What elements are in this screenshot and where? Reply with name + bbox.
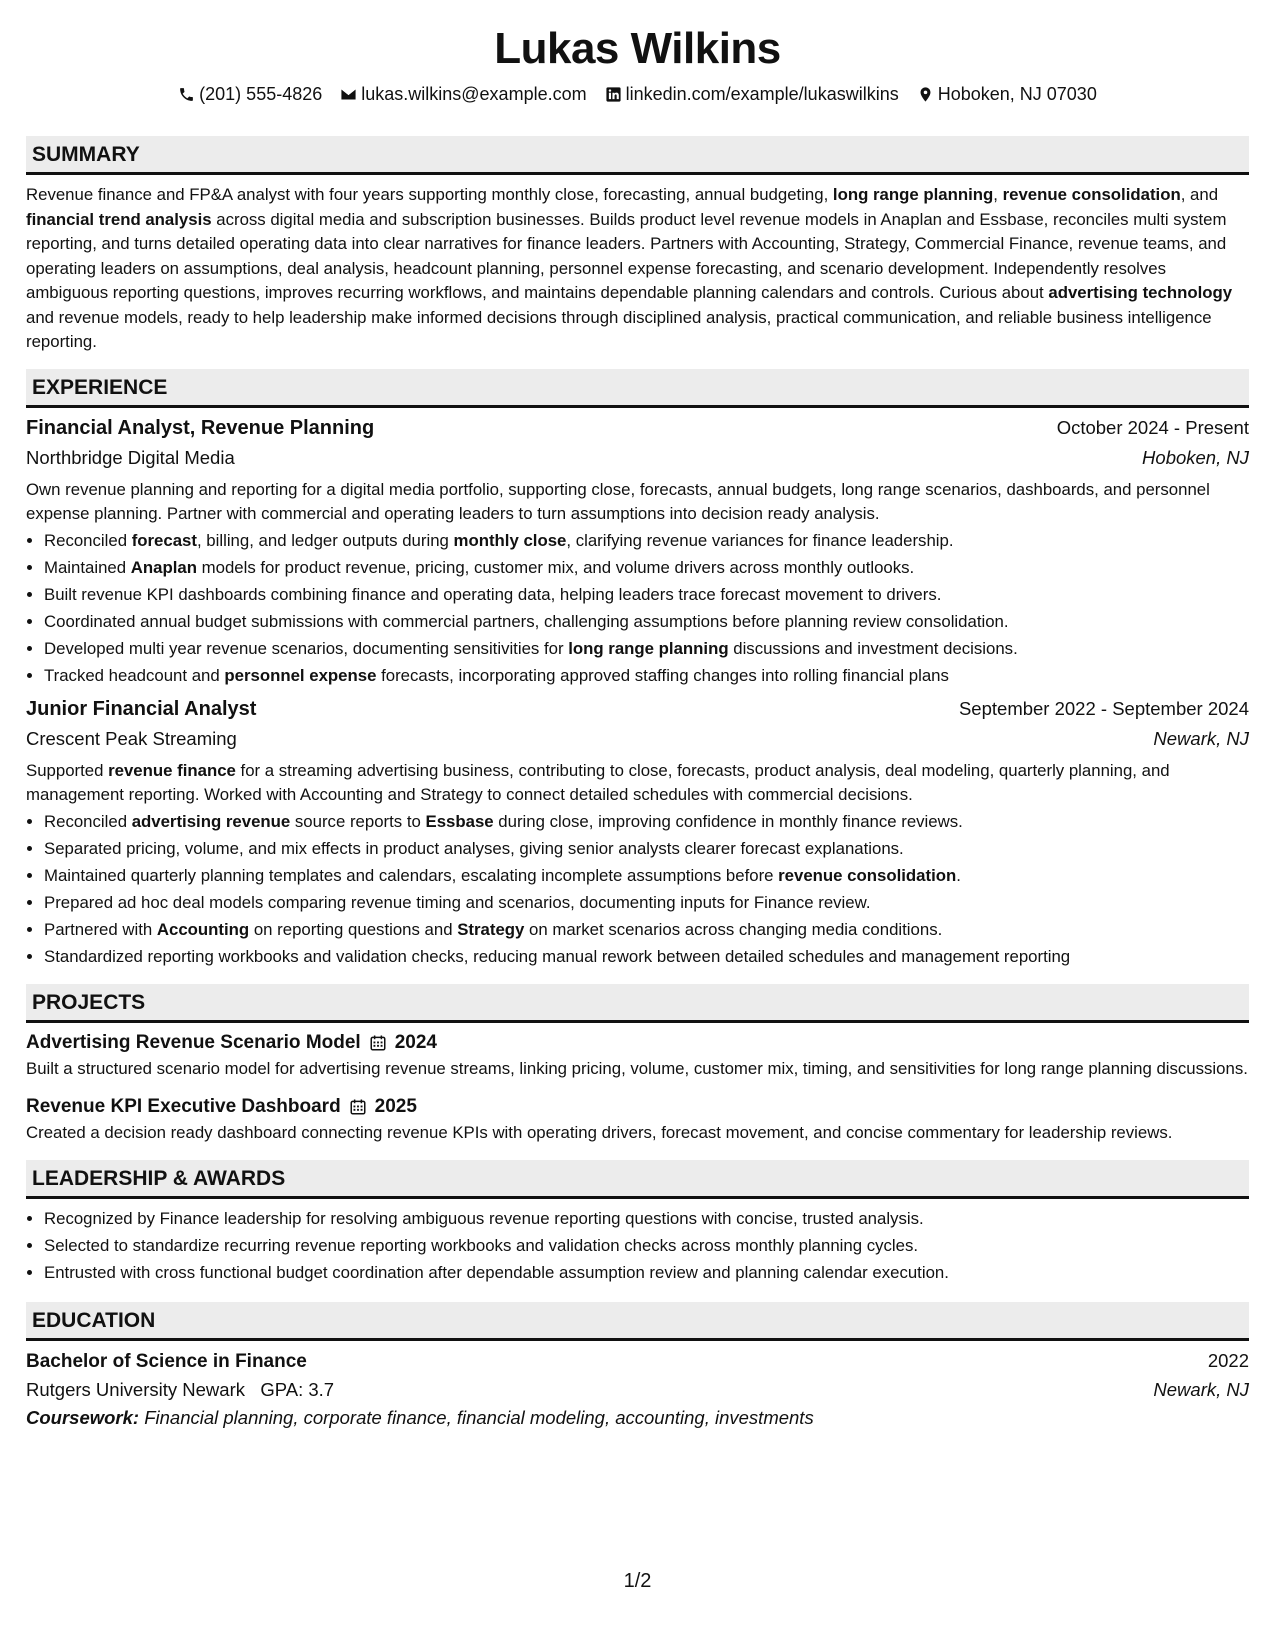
leadership-list xyxy=(26,1205,1249,1286)
bold-keyword: advertising revenue xyxy=(131,811,291,831)
bold-keyword: Essbase xyxy=(425,811,494,831)
text-run: models for product revenue, pricing, customer mix, and volume drivers across monthly outlooks. xyxy=(196,557,915,577)
bold-keyword: revenue consolidation xyxy=(778,865,957,885)
section-heading-experience: EXPERIENCE xyxy=(26,369,1249,408)
bullet-item xyxy=(44,581,1249,608)
gpa: GPA: 3.7 xyxy=(260,1378,335,1400)
text-run: , clarifying revenue variances for finance leadership. xyxy=(566,530,954,550)
text-run: Maintained quarterly planning templates and calendars, escalating incomplete assumptions before xyxy=(44,865,779,885)
text-run: , and xyxy=(1180,185,1219,204)
candidate-name: Lukas Wilkins xyxy=(494,24,781,73)
job-bullets xyxy=(26,527,1249,689)
text-run: Reconciled xyxy=(44,811,132,831)
text-run: during close, improving confidence in monthly finance reviews. xyxy=(493,811,963,831)
text-run: Revenue finance and FP&A analyst with four years supporting monthly close, forecasting, annual budgeting, xyxy=(26,185,833,204)
bullet-item xyxy=(44,808,1249,835)
calendar-icon xyxy=(349,1098,367,1116)
project-title: Revenue KPI Executive Dashboard xyxy=(26,1096,341,1117)
contact-email[interactable] xyxy=(340,82,586,106)
text-run: Reconciled xyxy=(44,530,132,550)
bold-keyword: monthly close xyxy=(453,530,567,550)
project-year: 2025 xyxy=(374,1096,417,1117)
school-name: Rutgers University Newark xyxy=(26,1378,245,1400)
job-entry xyxy=(26,695,1249,970)
text-run: Supported xyxy=(26,760,109,780)
text-run: Own revenue planning and reporting for a digital media portfolio, supporting close, forecasts, annual budgets, long range scenarios, dashboards, and personnel expense planning. Partner with commercial and operating leaders to turn assumptions into decision ready analysis. xyxy=(26,479,1210,523)
resume-page xyxy=(26,0,1249,1432)
bold-keyword: personnel expense xyxy=(224,665,377,685)
job-dates: October 2024 - Present xyxy=(1056,416,1249,438)
text-run: Developed multi year revenue scenarios, documenting sensitivities for xyxy=(44,638,569,658)
bold-keyword: Anaplan xyxy=(130,557,197,577)
section-heading-education: EDUCATION xyxy=(26,1302,1249,1341)
page-number: 1/2 xyxy=(623,1570,652,1592)
bullet-item xyxy=(44,527,1249,554)
contact-phone xyxy=(178,82,322,106)
job-location: Hoboken, NJ xyxy=(1142,446,1249,468)
contact-bar xyxy=(26,82,1249,106)
email-text: lukas.wilkins@example.com xyxy=(361,84,587,104)
text-run: on market scenarios across changing media conditions. xyxy=(524,919,943,939)
text-run: . xyxy=(956,865,961,885)
text-run: forecasts, incorporating approved staffing changes into rolling financial plans xyxy=(376,665,949,685)
envelope-icon xyxy=(340,86,357,103)
text-run: , billing, and ledger outputs during xyxy=(196,530,454,550)
section-heading-summary: SUMMARY xyxy=(26,136,1249,175)
text-run: Separated pricing, volume, and mix effects in product analyses, giving senior analysts clearer forecast explanations. xyxy=(44,838,904,858)
phone-icon xyxy=(178,86,195,103)
text-run: Coordinated annual budget submissions with commercial partners, challenging assumptions before planning review consolidation. xyxy=(44,611,1009,631)
bold-keyword: long range planning xyxy=(568,638,729,658)
school-location: Newark, NJ xyxy=(1153,1378,1249,1400)
project-description: Created a decision ready dashboard connecting revenue KPIs with operating drivers, forecast movement, and concise commentary for leadership reviews. xyxy=(26,1123,1173,1142)
leadership-item: • Recognized by Finance leadership for resolving ambiguous revenue reporting questions with concise, trusted analysis. xyxy=(44,1205,1249,1232)
bold-keyword: Strategy xyxy=(457,919,525,939)
phone-text: (201) 555-4826 xyxy=(199,84,323,104)
bullet-item xyxy=(44,835,1249,862)
coursework-label: Coursework: xyxy=(26,1406,140,1428)
degree: Bachelor of Science in Finance xyxy=(26,1350,307,1372)
bold-keyword: forecast xyxy=(131,530,197,550)
location-text: Hoboken, NJ 07030 xyxy=(937,84,1097,104)
project-entry xyxy=(26,1093,1249,1146)
bold-keyword: Accounting xyxy=(156,919,250,939)
text-run: Built revenue KPI dashboards combining finance and operating data, helping leaders trace forecast movement to drivers. xyxy=(44,584,942,604)
text-run: Maintained xyxy=(44,557,131,577)
section-heading-leadership: LEADERSHIP & AWARDS xyxy=(26,1160,1249,1199)
project-entry xyxy=(26,1029,1249,1082)
job-title: Financial Analyst, Revenue Planning xyxy=(26,416,375,439)
bullet-item xyxy=(44,662,1249,689)
project-title: Advertising Revenue Scenario Model xyxy=(26,1031,361,1053)
job-company: Northbridge Digital Media xyxy=(26,446,235,468)
contact-location xyxy=(917,82,1097,106)
text-run: Standardized reporting workbooks and validation checks, reducing manual rework between detailed schedules and management reporting xyxy=(44,946,1071,966)
bullet-item xyxy=(44,862,1249,889)
job-intro xyxy=(26,759,1249,808)
graduation-year: 2022 xyxy=(1207,1349,1249,1371)
text-run: and revenue models, ready to help leadership make informed decisions through disciplined analysis, practical communication, and reliable business intelligence reporting. xyxy=(26,307,1212,351)
calendar-icon xyxy=(369,1034,387,1052)
education-entry xyxy=(26,1347,1249,1432)
project-description: Built a structured scenario model for advertising revenue streams, linking pricing, volume, customer mix, timing, and sensitivities for long range planning discussions. xyxy=(26,1058,1248,1078)
bullet-item xyxy=(44,889,1249,916)
map-pin-icon xyxy=(917,86,934,103)
bullet-item xyxy=(44,608,1249,635)
coursework-line xyxy=(26,1404,1249,1432)
text-run: source reports to xyxy=(290,811,426,831)
job-dates: September 2022 - September 2024 xyxy=(958,697,1249,719)
bold-keyword: financial trend analysis xyxy=(26,209,212,229)
job-entry xyxy=(26,414,1249,689)
leadership-item: • Selected to standardize recurring revenue reporting workbooks and validation checks across monthly planning cycles. xyxy=(44,1232,1249,1259)
job-location: Newark, NJ xyxy=(1153,727,1249,749)
project-year: 2024 xyxy=(394,1031,437,1053)
bold-keyword: long range planning xyxy=(832,185,994,204)
job-intro xyxy=(26,478,1249,527)
school-line xyxy=(26,1376,334,1404)
bullet-item xyxy=(44,635,1249,662)
linkedin-icon xyxy=(605,86,622,103)
text-run: Partnered with xyxy=(44,919,157,939)
bullet-item xyxy=(44,943,1249,970)
bold-keyword: revenue consolidation xyxy=(1002,185,1181,204)
text-run: across digital media and subscription businesses. Builds product level revenue models in Anaplan and Essbase, reconciles multi system reporting, and turns detailed operating data into clear narratives for finance leaders. Partners with Accounting, Strategy, Commercial Finance, revenue teams, and operating leaders on assumptions, deal analysis, headcount planning, personnel expense forecasting, and scenario development. Independently resolves ambiguous reporting questions, improves recurring workflows, and maintains dependable planning calendars and controls. Curious about xyxy=(26,209,1227,302)
text-run: on reporting questions and xyxy=(249,919,458,939)
coursework-text: Financial planning, corporate finance, financial modeling, accounting, investments xyxy=(144,1406,814,1428)
bold-keyword: advertising technology xyxy=(1048,283,1233,302)
leadership-item: • Entrusted with cross functional budget coordination after dependable assumption review and planning calendar execution. xyxy=(44,1259,1249,1286)
bullet-item xyxy=(44,916,1249,943)
text-run: discussions and investment decisions. xyxy=(728,638,1018,658)
text-run: for a streaming advertising business, contributing to close, forecasts, product analysis, deal modeling, quarterly planning, and management reporting. Worked with Accounting and Strategy to connect detailed schedules with commercial decisions. xyxy=(26,760,1170,804)
job-company: Crescent Peak Streaming xyxy=(26,727,237,749)
bold-keyword: revenue finance xyxy=(108,760,236,780)
linkedin-text: linkedin.com/example/lukaswilkins xyxy=(625,84,899,104)
contact-linkedin[interactable] xyxy=(605,82,899,106)
text-run: , xyxy=(993,185,1003,204)
summary-text xyxy=(26,183,1249,355)
text-run: Tracked headcount and xyxy=(44,665,225,685)
text-run: Prepared ad hoc deal models comparing revenue timing and scenarios, documenting inputs for Finance review. xyxy=(44,892,871,912)
section-heading-projects: PROJECTS xyxy=(26,984,1249,1023)
bullet-item xyxy=(44,554,1249,581)
job-bullets xyxy=(26,808,1249,970)
job-title: Junior Financial Analyst xyxy=(26,697,257,720)
